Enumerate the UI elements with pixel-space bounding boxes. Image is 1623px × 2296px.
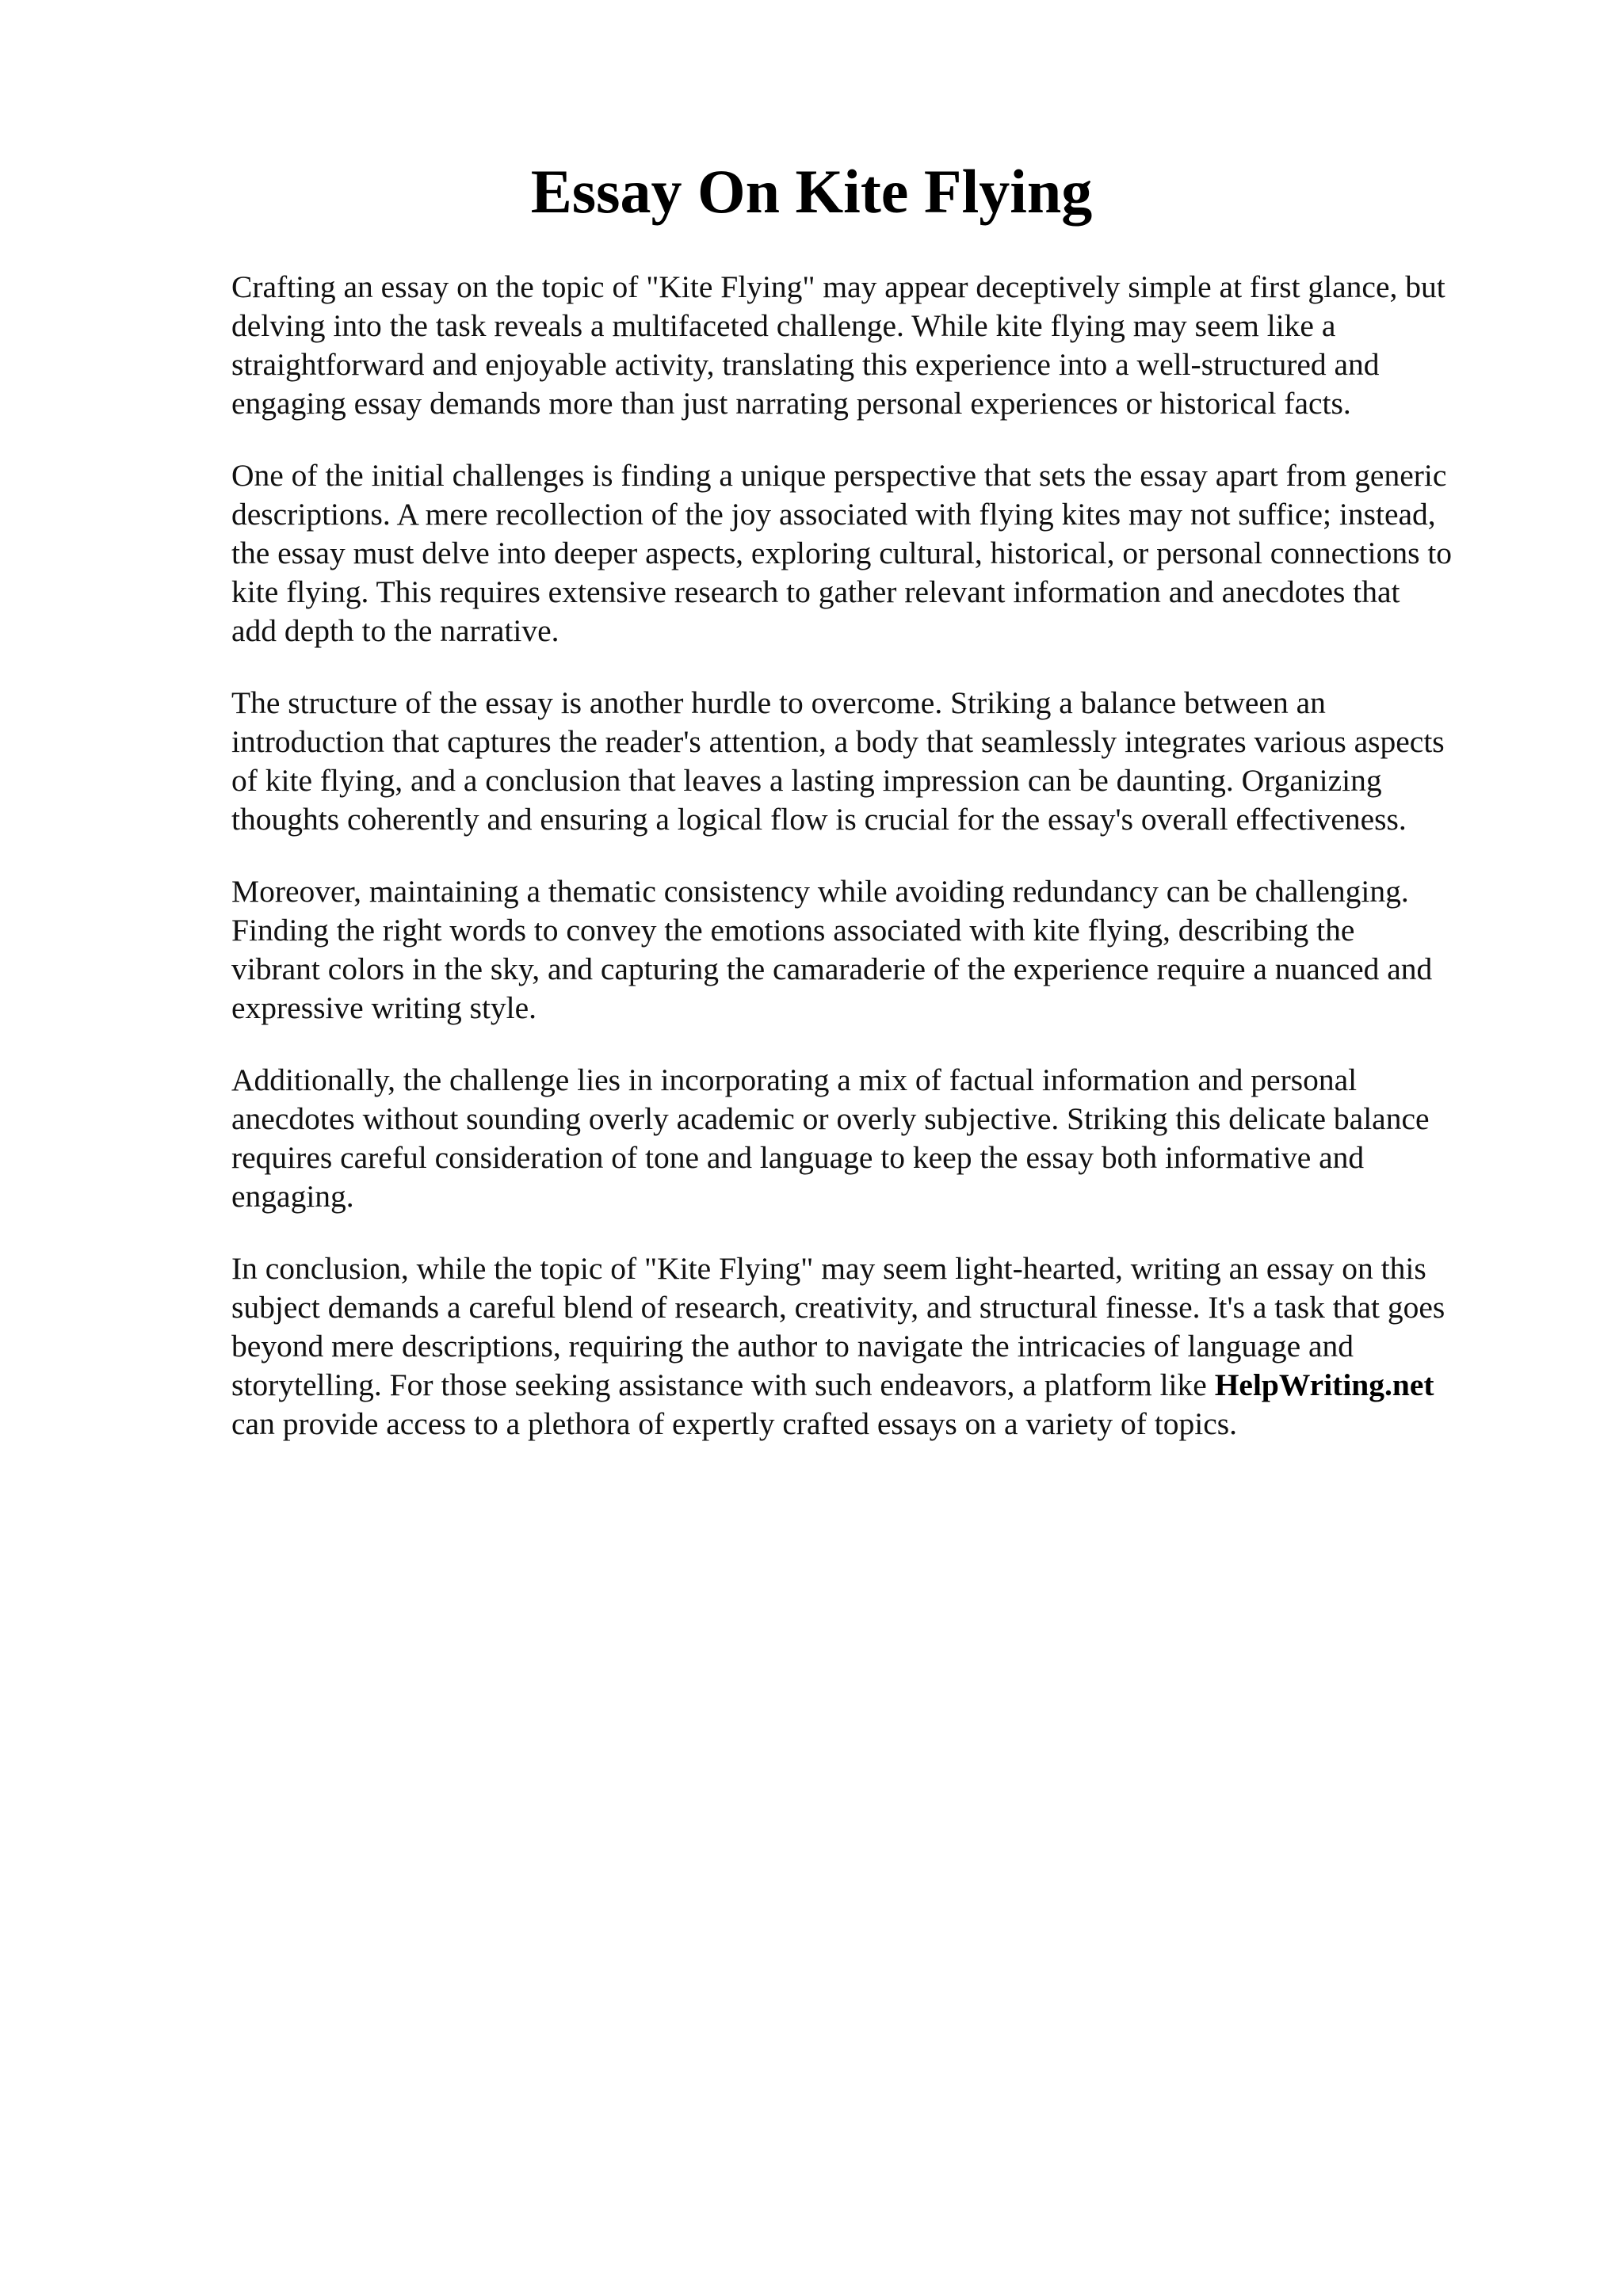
brand-name: HelpWriting.net bbox=[1214, 1367, 1434, 1402]
text-line: thoughts coherently and ensuring a logical flow is crucial for the essay's overall effectiveness. bbox=[231, 802, 1407, 837]
text-line: engaging. bbox=[231, 1179, 354, 1214]
text-line: beyond mere descriptions, requiring the author to navigate the intricacies of language and bbox=[231, 1329, 1354, 1363]
text-line: engaging essay demands more than just narrating personal experiences or historical facts. bbox=[231, 386, 1351, 421]
text-line: vibrant colors in the sky, and capturing the camaraderie of the experience require a nuanced and bbox=[231, 952, 1433, 986]
page-title: Essay On Kite Flying bbox=[530, 157, 1093, 226]
essay-body bbox=[231, 268, 1523, 1444]
text-line: can provide access to a plethora of expertly crafted essays on a variety of topics. bbox=[231, 1406, 1237, 1441]
text-line: The structure of the essay is another hurdle to overcome. Striking a balance between an bbox=[231, 685, 1326, 720]
text-line: descriptions. A mere recollection of the joy associated with flying kites may not suffice; instead, bbox=[231, 497, 1436, 532]
paragraph-3 bbox=[231, 684, 1523, 839]
text-line: kite flying. This requires extensive research to gather relevant information and anecdotes that bbox=[231, 574, 1400, 609]
text-line-with-brand bbox=[231, 1366, 1523, 1405]
text-line: storytelling. For those seeking assistance with such endeavors, a platform like bbox=[231, 1367, 1215, 1402]
text-line: Additionally, the challenge lies in incorporating a mix of factual information and personal bbox=[231, 1062, 1358, 1097]
text-line: straightforward and enjoyable activity, translating this experience into a well-structured and bbox=[231, 347, 1380, 382]
paragraph-2 bbox=[231, 456, 1523, 650]
text-line: add depth to the narrative. bbox=[231, 613, 559, 648]
text-line: of kite flying, and a conclusion that leaves a lasting impression can be daunting. Organizing bbox=[231, 763, 1382, 798]
paragraph-6 bbox=[231, 1249, 1523, 1444]
text-line: requires careful consideration of tone and language to keep the essay both informative and bbox=[231, 1140, 1365, 1175]
paragraph-4 bbox=[231, 872, 1523, 1028]
text-line: subject demands a careful blend of research, creativity, and structural finesse. It's a task that goes bbox=[231, 1290, 1445, 1325]
paragraph-5 bbox=[231, 1061, 1523, 1216]
text-line: Crafting an essay on the topic of "Kite Flying" may appear deceptively simple at first glance, but bbox=[231, 269, 1445, 304]
text-line: introduction that captures the reader's attention, a body that seamlessly integrates various aspects bbox=[231, 724, 1445, 759]
text-line: delving into the task reveals a multifaceted challenge. While kite flying may seem like a bbox=[231, 308, 1336, 343]
text-line: Moreover, maintaining a thematic consistency while avoiding redundancy can be challenging. bbox=[231, 874, 1409, 909]
text-line: Finding the right words to convey the emotions associated with kite flying, describing the bbox=[231, 913, 1355, 948]
paragraph-1 bbox=[231, 268, 1523, 423]
text-line: anecdotes without sounding overly academic or overly subjective. Striking this delicate balance bbox=[231, 1101, 1430, 1136]
text-line: the essay must delve into deeper aspects, exploring cultural, historical, or personal connections to bbox=[231, 536, 1453, 570]
text-line: expressive writing style. bbox=[231, 990, 537, 1025]
text-line: In conclusion, while the topic of "Kite Flying" may seem light-hearted, writing an essay on this bbox=[231, 1251, 1426, 1286]
text-line: One of the initial challenges is finding a unique perspective that sets the essay apart from generic bbox=[231, 458, 1447, 493]
